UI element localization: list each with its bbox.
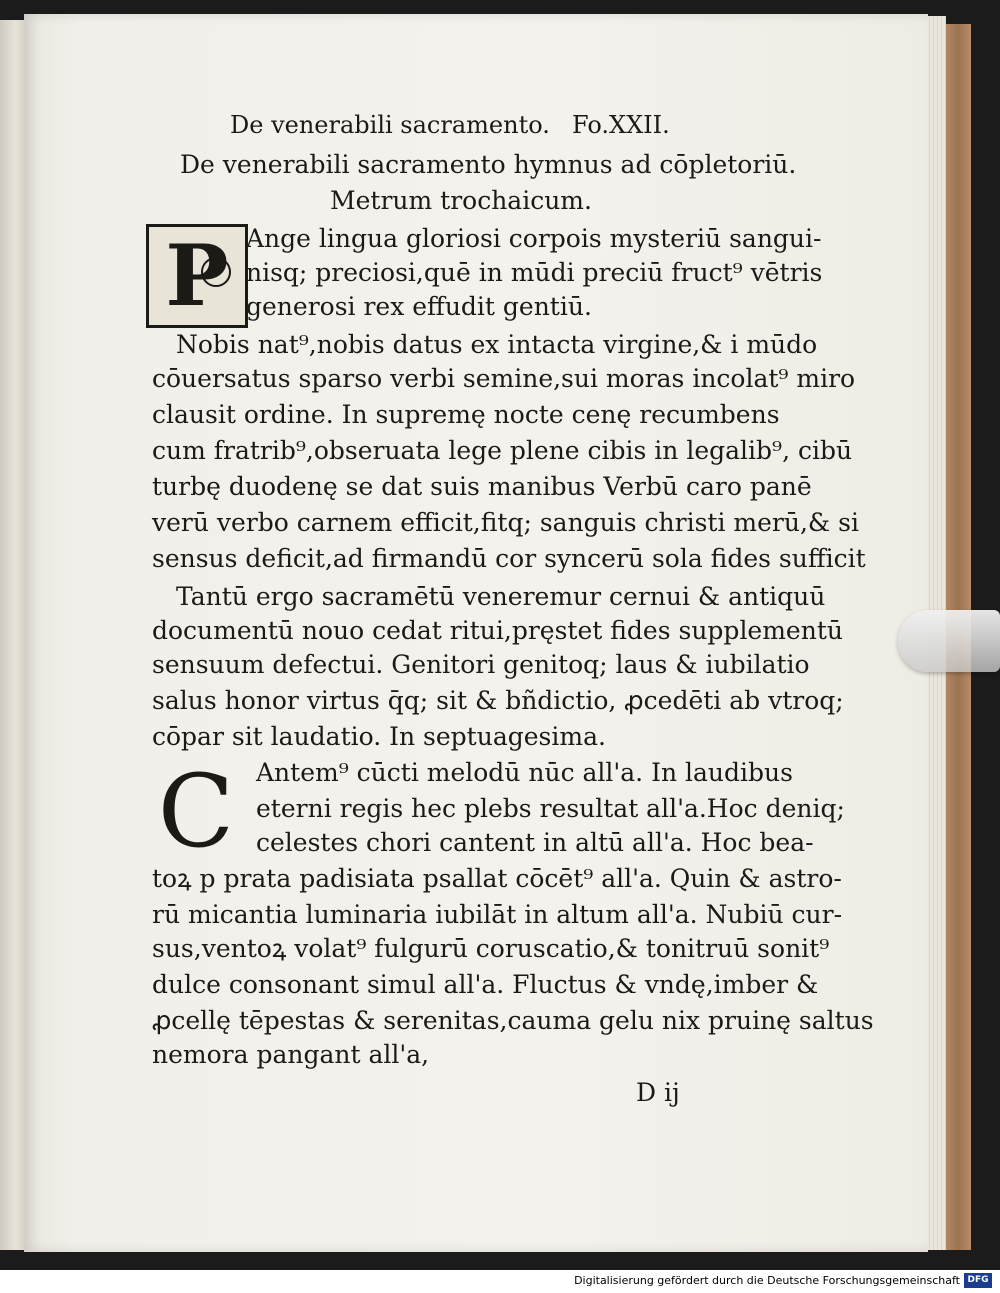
flower-ornament-icon (201, 257, 231, 287)
text-line: cōpar sit laudatio. In septuagesima. (152, 722, 606, 751)
text-line: Nobis nat⁹,nobis datus ex intacta virgine,& i mūdo (176, 330, 818, 359)
page-clip (898, 610, 1000, 672)
text-line: celestes chori cantent in altū all'a. Hoc bea- (256, 828, 814, 857)
running-title: De venerabili sacramento. (230, 111, 550, 139)
text-line: sensus deficit,ad firmandū cor syncerū sola fides sufficit (152, 544, 866, 573)
text-line: sensuum defectui. Genitori genitoq; laus & iubilatio (152, 650, 810, 679)
text-line: Ange lingua gloriosi corpois mysteriū sangui- (246, 224, 822, 253)
book-page (24, 14, 928, 1252)
dfg-logo: DFG (964, 1273, 992, 1288)
decorated-initial-c: C (157, 753, 235, 870)
text-line: clausit ordine. In supremę nocte cenę recumbens (152, 400, 780, 429)
text-line: eterni regis hec plebs resultat all'a.Hoc deniq; (256, 794, 845, 823)
decorated-initial-p (146, 224, 248, 328)
text-line: rū micantia luminaria iubilāt in altum all'a. Nubiū cur- (152, 900, 843, 929)
text-line: toꝝ p prata padisiata psallat cōcēt⁹ all'a. Quin & astro- (152, 864, 842, 893)
text-line: nisq; preciosi,quē in mūdi preciū fruct⁹ vētris (246, 258, 823, 287)
initial-p-letter: P (165, 226, 229, 325)
signature-mark: D ij (636, 1078, 680, 1107)
text-line: cum fratrib⁹,obseruata lege plene cibis in legalib⁹, cibū (152, 436, 853, 465)
funding-credit: Digitalisierung gefördert durch die Deutsche Forschungsgemeinschaft (574, 1274, 960, 1287)
text-line: cōuersatus sparso verbi semine,sui moras incolat⁹ miro (152, 364, 856, 393)
footer-bar (0, 1270, 1000, 1293)
text-line: generosi rex effudit gentiū. (246, 292, 592, 321)
hymn-title: De venerabili sacramento hymnus ad cōpletoriū. (180, 150, 797, 179)
previous-leaf-edge (0, 20, 27, 1250)
meter-label: Metrum trochaicum. (330, 186, 592, 215)
text-line: sus,ventoꝝ volat⁹ fulgurū coruscatio,& tonitruū sonit⁹ (152, 934, 830, 963)
text-line: ꝓcellę tēpestas & serenitas,cauma gelu nix pruinę saltus (152, 1006, 874, 1035)
text-line: dulce consonant simul all'a. Fluctus & vndę,imber & (152, 970, 819, 999)
text-line: Antem⁹ cūcti melodū nūc all'a. In laudibus (256, 758, 793, 787)
text-line: turbę duodenę se dat suis manibus Verbū caro panē (152, 472, 812, 501)
text-line: nemora pangant all'a, (152, 1040, 430, 1069)
text-line: Tantū ergo sacramētū veneremur cernui & antiquū (176, 582, 826, 611)
folio-number: Fo.XXII. (572, 111, 670, 139)
text-line: documentū nouo cedat ritui,pręstet fides supplementū (152, 616, 843, 645)
text-line: verū verbo carnem efficit,fitq; sanguis christi merū,& si (152, 508, 859, 537)
text-line: salus honor virtus q̄q; sit & bñdictio, ꝓcedēti ab vtroq; (152, 686, 844, 715)
